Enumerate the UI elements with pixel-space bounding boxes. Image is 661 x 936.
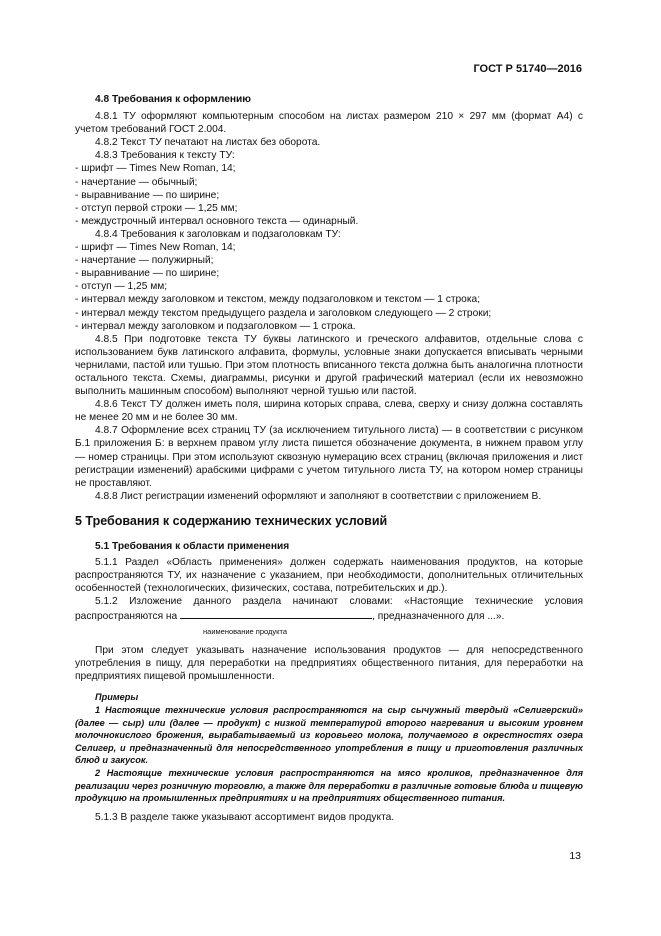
section-heading-5-1: 5.1 Требования к области применения bbox=[95, 541, 290, 552]
paragraph-5-1-2 bbox=[75, 595, 583, 623]
paragraph-4-8-2: 4.8.2 Текст ТУ печатают на листах без оборота. bbox=[95, 137, 321, 149]
list-item: - интервал между заголовком и подзаголовком — 1 строка. bbox=[75, 320, 356, 332]
list-item: - выравнивание — по ширине; bbox=[75, 268, 220, 280]
list-item: - шрифт — Times New Roman, 14; bbox=[75, 242, 236, 254]
paragraph-4-8-8: 4.8.8 Лист регистрации изменений оформляют и заполняют в соответствии с приложением В. bbox=[95, 490, 542, 502]
list-item: - отступ — 1,25 мм; bbox=[75, 281, 168, 293]
document-designation: ГОСТ Р 51740—2016 bbox=[473, 63, 582, 75]
paragraph-4-8-7: 4.8.7 Оформление всех страниц ТУ (за исключением титульного листа) — в соответствии с рисунком Б.1 приложения Б: в верхнем правом углу листа пишется обозначение документа, в нижнем правом углу — номер страницы. При этом используют сквозную нумерацию всех страниц (включая приложения и лист регистрации изменений) арабскими цифрами с учетом титульного листа ТУ, на котором номер страницы не проставляют. bbox=[75, 425, 583, 489]
list-item: - междустрочный интервал основного текста — одинарный. bbox=[75, 215, 359, 227]
page-body bbox=[75, 93, 583, 824]
list-item: - отступ первой строки — 1,25 мм; bbox=[75, 202, 238, 214]
paragraph-5-1-2-start: 5.1.2 Изложение данного раздела начинают словами: «Настоящие технические условия распространяются на bbox=[75, 596, 583, 623]
paragraph-5-1-3: 5.1.3 В разделе также указывают ассортимент видов продукта. bbox=[95, 811, 395, 823]
paragraph-4-8-4: 4.8.4 Требования к заголовкам и подзаголовкам ТУ: bbox=[95, 228, 341, 240]
list-item: - выравнивание — по ширине; bbox=[75, 189, 220, 201]
list-item: - начертание — обычный; bbox=[75, 176, 198, 188]
product-name-blank bbox=[180, 608, 372, 619]
list-item: - интервал между текстом предыдущего раздела и заголовком следующего — 2 строки; bbox=[75, 307, 492, 319]
list-item: - интервал между заголовком и текстом, между подзаголовком и текстом — 1 строка; bbox=[75, 294, 481, 306]
paragraph-4-8-6: 4.8.6 Текст ТУ должен иметь поля, ширина которых справа, слева, сверху и снизу должна составлять не менее 20 мм и не более 30 мм. bbox=[75, 399, 583, 424]
example-1: 1 Настоящие технические условия распространяются на сыр сычужный твердый «Селигерский» (далее — сыр) или (далее — продукт) с низкой температурой второго нагревания и высоким уровнем молочнокислого брожения, вырабатываемый из коровьего молока, получаемого в окрестностях озера Селигер, и предназначенный для непосредственного употребления в пищу и приготовления различных блюд и закусок. bbox=[75, 705, 583, 766]
examples-heading: Примеры bbox=[95, 691, 139, 702]
section-heading-5: 5 Требования к содержанию технических условий bbox=[75, 513, 388, 528]
paragraph-usage: При этом следует указывать назначение использования продуктов — для непосредственного употребления в пищу, для переработки на предприятиях общественного питания, для переработки на предприятиях пищевой промышленности. bbox=[75, 644, 583, 682]
paragraph-4-8-3: 4.8.3 Требования к тексту ТУ: bbox=[95, 150, 235, 162]
paragraph-4-8-1: 4.8.1 ТУ оформляют компьютерным способом на листах размером 210 × 297 мм (формат А4) с учетом требований ГОСТ 2.004. bbox=[75, 111, 583, 136]
section-heading-4-8: 4.8 Требования к оформлению bbox=[95, 94, 251, 105]
page-number: 13 bbox=[569, 850, 581, 862]
underline-caption: наименование продукта bbox=[203, 626, 288, 636]
paragraph-4-8-5: 4.8.5 При подготовке текста ТУ буквы латинского и греческого алфавитов, отдельные слова с использованием букв латинского алфавита, формулы, условные знаки допускается вписывать черными чернилами, пастой или тушью. При этом плотность вписанного текста должна быть аналогична плотности остального текста. Схемы, диаграммы, рисунки и другой графический материал (если их невозможно выполнить машинным способом) выполняют черной тушью или пастой. bbox=[75, 333, 583, 398]
example-2: 2 Настоящие технические условия распространяются на мясо кроликов, предназначенное для реализации через розничную торговлю, а также для переработки в различные готовые блюда и пищевую продукцию на промышленных предприятиях и на предприятиях общественного питания. bbox=[75, 768, 583, 804]
paragraph-5-1-2-end: , предназначенного для ...». bbox=[372, 611, 505, 623]
list-item: - начертание — полужирный; bbox=[75, 255, 214, 267]
list-item: - шрифт — Times New Roman, 14; bbox=[75, 163, 236, 175]
paragraph-5-1-1: 5.1.1 Раздел «Область применения» должен содержать наименования продуктов, на которые распространяются ТУ, их назначение с указанием, при необходимости, дополнительных отличительных особенностей (технологических, физических, состава, потребительских и др.). bbox=[75, 557, 583, 595]
